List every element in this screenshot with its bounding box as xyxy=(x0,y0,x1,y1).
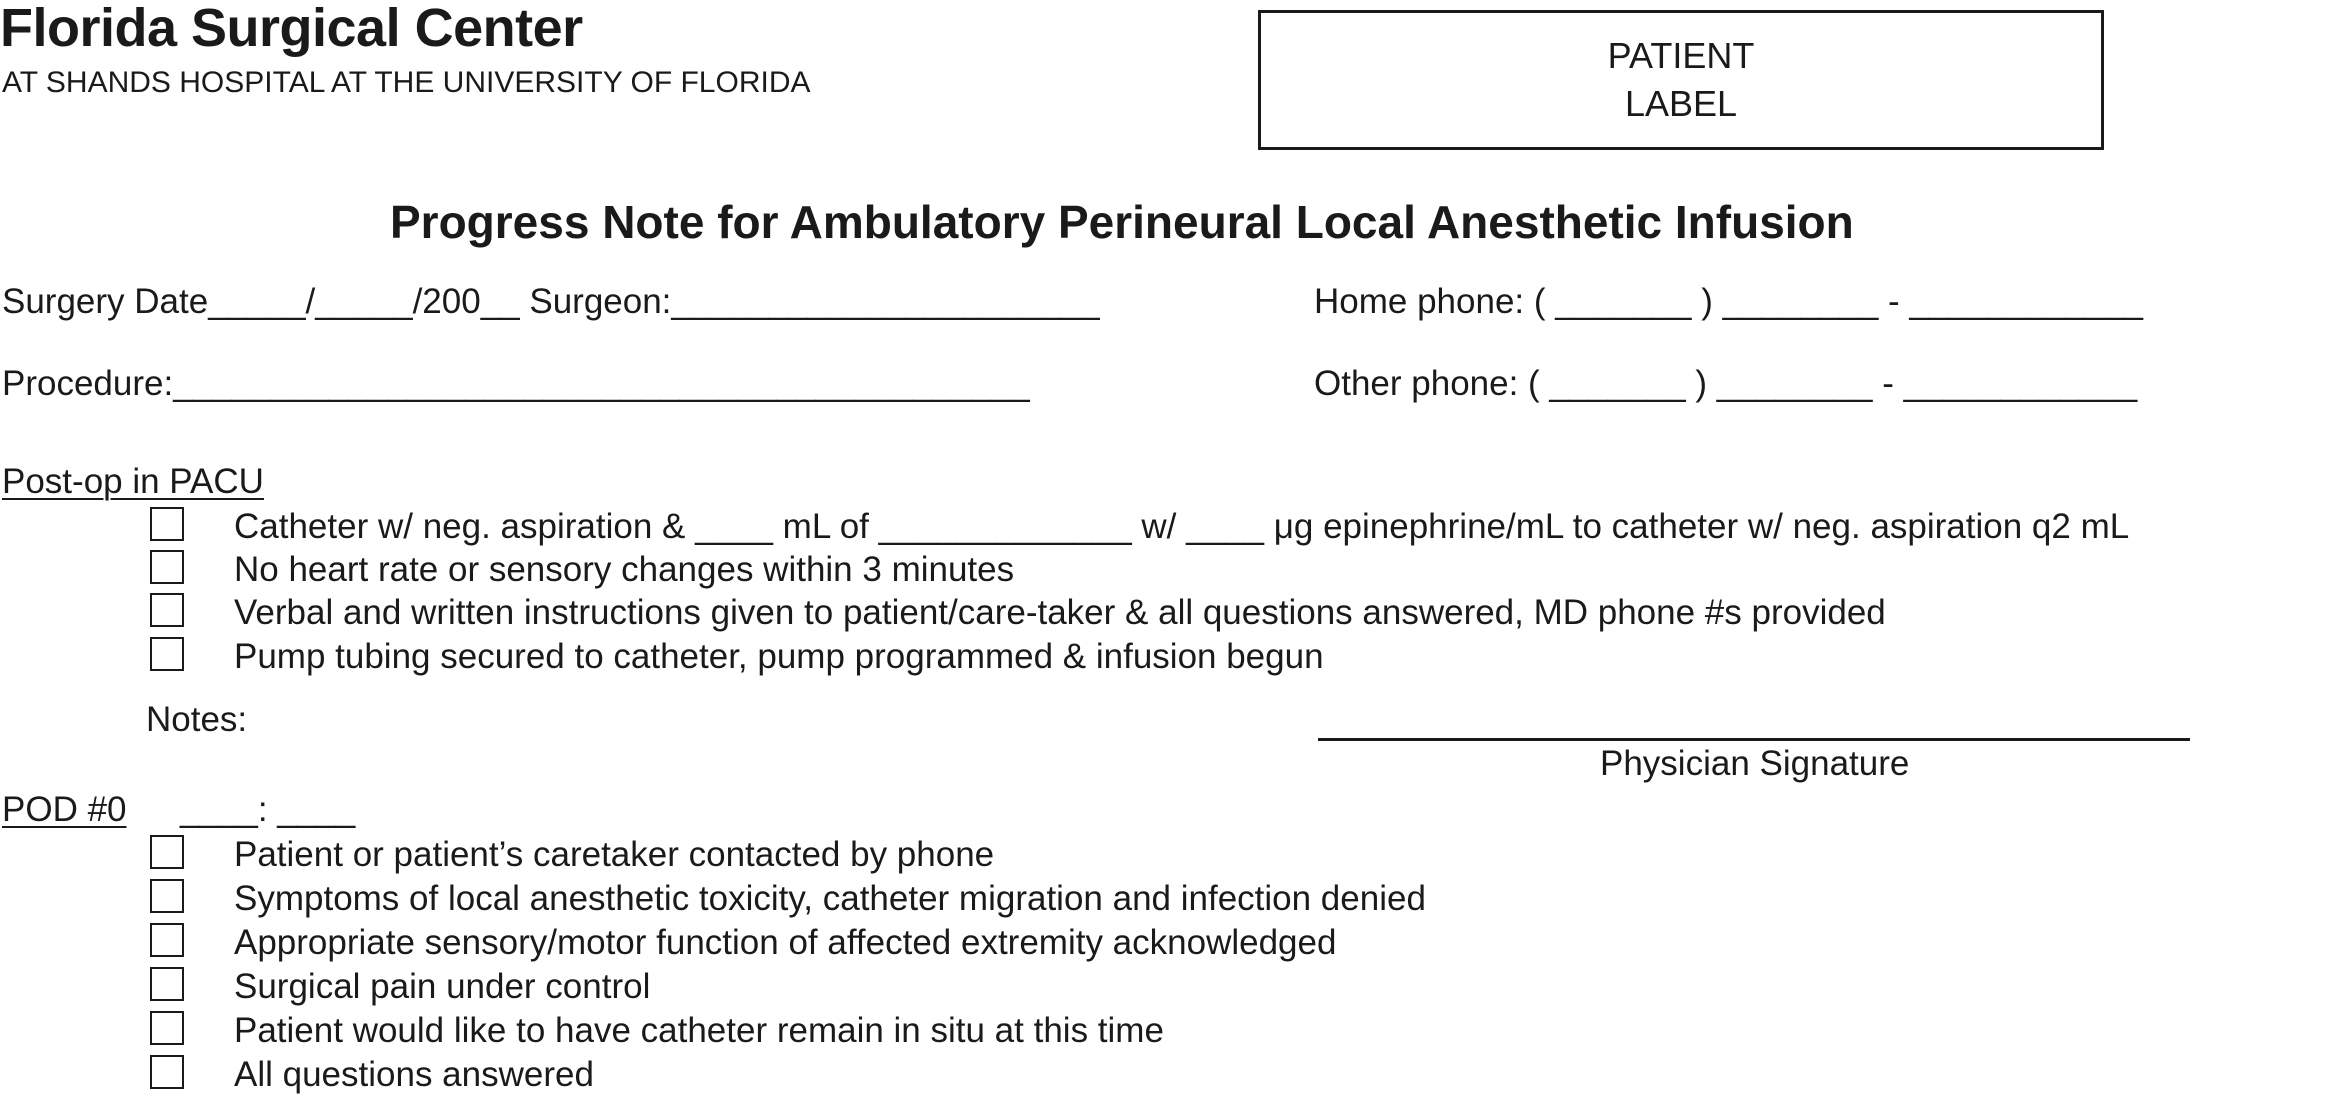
postop-item[interactable] xyxy=(150,507,2130,546)
postop-item-text: Catheter w/ neg. aspiration & ____ mL of _____________ w/ ____ μg epinephrine/mL to catheter w/ neg. aspiration q2 mL xyxy=(234,507,2130,546)
postop-item[interactable] xyxy=(150,593,1886,632)
postop-heading: Post-op in PACU xyxy=(2,462,264,501)
procedure-field[interactable]: Procedure:____________________________________________ xyxy=(2,364,1030,403)
checkbox[interactable] xyxy=(150,923,184,957)
pod0-heading: POD #0 xyxy=(2,790,127,829)
checkbox[interactable] xyxy=(150,1055,184,1089)
org-subtitle: AT SHANDS HOSPITAL AT THE UNIVERSITY OF FLORIDA xyxy=(2,66,811,99)
notes-label: Notes: xyxy=(146,700,248,739)
signature-label: Physician Signature xyxy=(1600,744,1910,783)
checkbox[interactable] xyxy=(150,879,184,913)
patient-label-line2: LABEL xyxy=(1624,83,1738,124)
other-phone-field[interactable]: Other phone: ( _______ ) ________ - ____________ xyxy=(1314,364,2138,403)
postop-item[interactable] xyxy=(150,550,1015,589)
pod0-item[interactable] xyxy=(150,879,1426,918)
pod0-item[interactable] xyxy=(150,1011,1164,1050)
patient-label-box xyxy=(1258,10,2104,150)
postop-item-text: No heart rate or sensory changes within 3 minutes xyxy=(234,550,1015,589)
patient-label-line1: PATIENT xyxy=(1607,35,1755,76)
postop-item-text: Pump tubing secured to catheter, pump programmed & infusion begun xyxy=(234,637,1324,676)
home-phone-field[interactable]: Home phone: ( _______ ) ________ - ____________ xyxy=(1314,282,2144,321)
checkbox[interactable] xyxy=(150,967,184,1001)
checkbox[interactable] xyxy=(150,507,184,541)
checkbox[interactable] xyxy=(150,835,184,869)
org-name: Florida Surgical Center xyxy=(0,0,583,58)
checkbox[interactable] xyxy=(150,637,184,671)
checkbox[interactable] xyxy=(150,550,184,584)
pod0-item[interactable] xyxy=(150,1055,594,1094)
signature-line[interactable] xyxy=(1318,738,2190,741)
pod0-item-text: All questions answered xyxy=(234,1055,594,1094)
pod0-time-field[interactable]: ____: ____ xyxy=(180,790,356,829)
pod0-item-text: Patient or patient’s caretaker contacted by phone xyxy=(234,835,995,874)
pod0-item[interactable] xyxy=(150,923,1337,962)
postop-item[interactable] xyxy=(150,637,1324,676)
pod0-item[interactable] xyxy=(150,835,995,874)
form-title: Progress Note for Ambulatory Perineural Local Anesthetic Infusion xyxy=(390,196,1854,248)
pod0-item[interactable] xyxy=(150,967,651,1006)
surgery-date-surgeon-field[interactable]: Surgery Date_____/_____/200__ Surgeon:______________________ xyxy=(2,282,1100,321)
pod0-item-text: Symptoms of local anesthetic toxicity, catheter migration and infection denied xyxy=(234,879,1426,918)
postop-item-text: Verbal and written instructions given to patient/care-taker & all questions answered, MD phone #s provided xyxy=(234,593,1886,632)
pod0-item-text: Surgical pain under control xyxy=(234,967,651,1006)
pod0-item-text: Appropriate sensory/motor function of affected extremity acknowledged xyxy=(234,923,1337,962)
checkbox[interactable] xyxy=(150,1011,184,1045)
checkbox[interactable] xyxy=(150,593,184,627)
pod0-item-text: Patient would like to have catheter remain in situ at this time xyxy=(234,1011,1164,1050)
